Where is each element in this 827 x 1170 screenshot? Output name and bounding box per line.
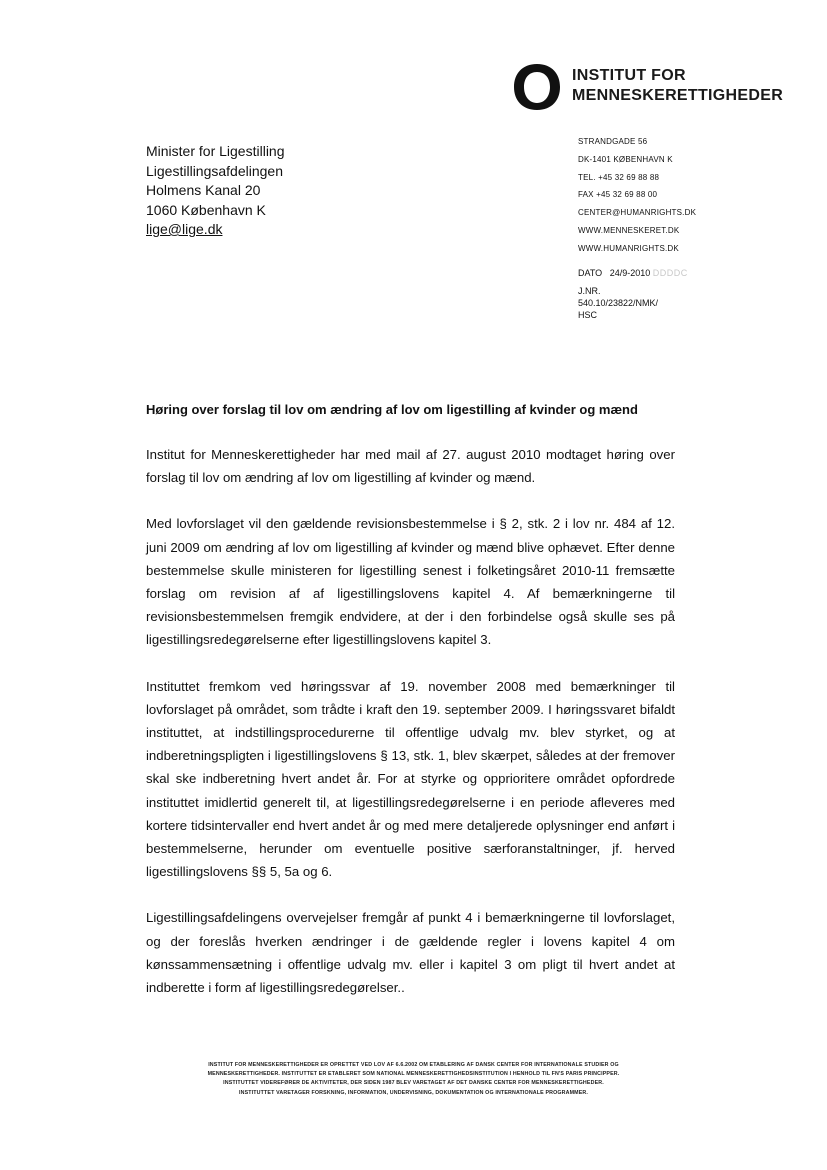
letter-meta bbox=[578, 267, 688, 321]
footer-line-4: INSTITUTTET VARETAGER FORSKNING, INFORMATION, UNDERVISNING, DOKUMENTATION OG INTERNATIONALE PROGRAMMER. bbox=[238, 1089, 589, 1096]
letterhead-logo bbox=[512, 62, 782, 112]
logo-line-1: INSTITUT FOR bbox=[572, 67, 686, 84]
recipient-address bbox=[146, 142, 285, 240]
letter-subject: Høring over forslag til lov om ændring af lov om ligestilling af kvinder og mænd bbox=[146, 402, 638, 417]
letter-footer bbox=[100, 1061, 727, 1098]
institute-ring-logo-icon bbox=[512, 62, 562, 112]
logo-wordmark bbox=[572, 66, 783, 106]
logo-line-2: MENNESKERETTIGHEDER bbox=[572, 87, 784, 104]
recipient-department: Ligestillingsafdelingen bbox=[146, 162, 283, 179]
body-paragraph-3: Instituttet fremkom ved høringssvar af 19. november 2008 med bemærkninger til lovforslaget på området, som trådte i kraft den 19. september 2009. I høringssvaret bifaldt instituttet, at indstillingsprocedurerne til offentlige udvalg mv. blev styrket, og at indberetningspligten i ligestillingslovens § 13, stk. 1, blev skærpet, således at der fremover skal ske indberetning hvert andet år. For at styrke og opprioritere området opfordrede instituttet imidlertid generelt til, at ligestillingsredegørelserne i en periode afleveres med kortere tidsintervaller end hvert andet år og med mere detaljerede oplysninger end anført i bestemmelserne, herunder om eventuelle positive særforanstaltninger, jf. herved ligestillingslovens §§ 5, 5a og 6. bbox=[146, 678, 675, 880]
contact-website-dk: WWW.MENNESKERET.DK bbox=[578, 225, 680, 235]
contact-city: DK-1401 KØBENHAVN K bbox=[578, 154, 673, 164]
date-label: DATO bbox=[578, 268, 603, 278]
footer-line-2: MENNESKERETTIGHEDER. INSTITUTTET ER ETABLERET SOM NATIONAL MENNESKERETTIGHEDSINSTITUTION I HENHOLD TIL FN'S PARIS PRINCIPPER. bbox=[207, 1071, 620, 1078]
body-paragraph-1: Institut for Menneskerettigheder har med mail af 27. august 2010 modtaget høring over forslag til lov om ændring af lov om ligestilling af kvinder og mænd. bbox=[146, 447, 675, 486]
recipient-street: Holmens Kanal 20 bbox=[146, 182, 261, 198]
contact-phone: TEL. +45 32 69 88 88 bbox=[578, 172, 660, 182]
recipient-name: Minister for Ligestilling bbox=[146, 143, 285, 159]
body-paragraph-2: Med lovforslaget vil den gældende revisionsbestemmelse i § 2, stk. 2 i lov nr. 484 af 12. juni 2009 om ændring af lov om ligestilling af kvinder og mænd blive ophævet. Efter denne bestemmelse skulle ministeren for ligestilling senest i folketingsåret 2010-11 fremsætte forslag om revision af af ligestillingslovens kapitel 4. Af bemærkningerne til revisionsbestemmelsen fremgik endvidere, at der i den forbindelse også skulle ses på ligestillingsredegørelserne efter ligestillingslovens kapitel 3. bbox=[146, 516, 675, 648]
journal-number-label: J.NR. bbox=[578, 286, 601, 296]
date-value: 24/9-2010 bbox=[609, 268, 651, 278]
letter-body bbox=[146, 443, 675, 1022]
footer-line-1: INSTITUT FOR MENNESKERETTIGHEDER ER OPRETTET VED LOV AF 6.6.2002 OM ETABLERING AF DANSK CENTER FOR INTERNATIONALE STUDIER OG bbox=[208, 1062, 619, 1068]
contact-email: CENTER@HUMANRIGHTS.DK bbox=[578, 208, 697, 218]
sender-contact-block bbox=[578, 133, 696, 258]
contact-website-en: WWW.HUMANRIGHTS.DK bbox=[578, 243, 679, 253]
date-row bbox=[578, 267, 688, 279]
contact-fax: FAX +45 32 69 88 00 bbox=[578, 190, 658, 200]
date-stamp: DDDDC bbox=[652, 268, 688, 278]
recipient-email-link[interactable]: lige@lige.dk bbox=[146, 221, 223, 237]
contact-street: STRANDGADE 56 bbox=[578, 137, 648, 146]
footer-line-3: INSTITUTTET VIDEREFØRER DE AKTIVITETER, DER SIDEN 1987 BLEV VARETAGET AF DET DANSKE CENTER FOR MENNESKERETTIGHEDER. bbox=[223, 1080, 604, 1087]
recipient-city: 1060 København K bbox=[146, 201, 266, 218]
journal-number-line-2: HSC bbox=[578, 310, 598, 320]
journal-number-line-1: 540.10/23822/NMK/ bbox=[578, 298, 659, 308]
body-paragraph-4: Ligestillingsafdelingens overvejelser fremgår af punkt 4 i bemærkningerne til lovforslaget, og der foreslås hverken ændringer i de gældende regler i lovens kapitel 4 om kønssammensætning i offentlige udvalg mv. eller i kapitel 3 om pligt til hvert andet at indberette i form af ligestillingsredegørelser.. bbox=[146, 910, 675, 996]
